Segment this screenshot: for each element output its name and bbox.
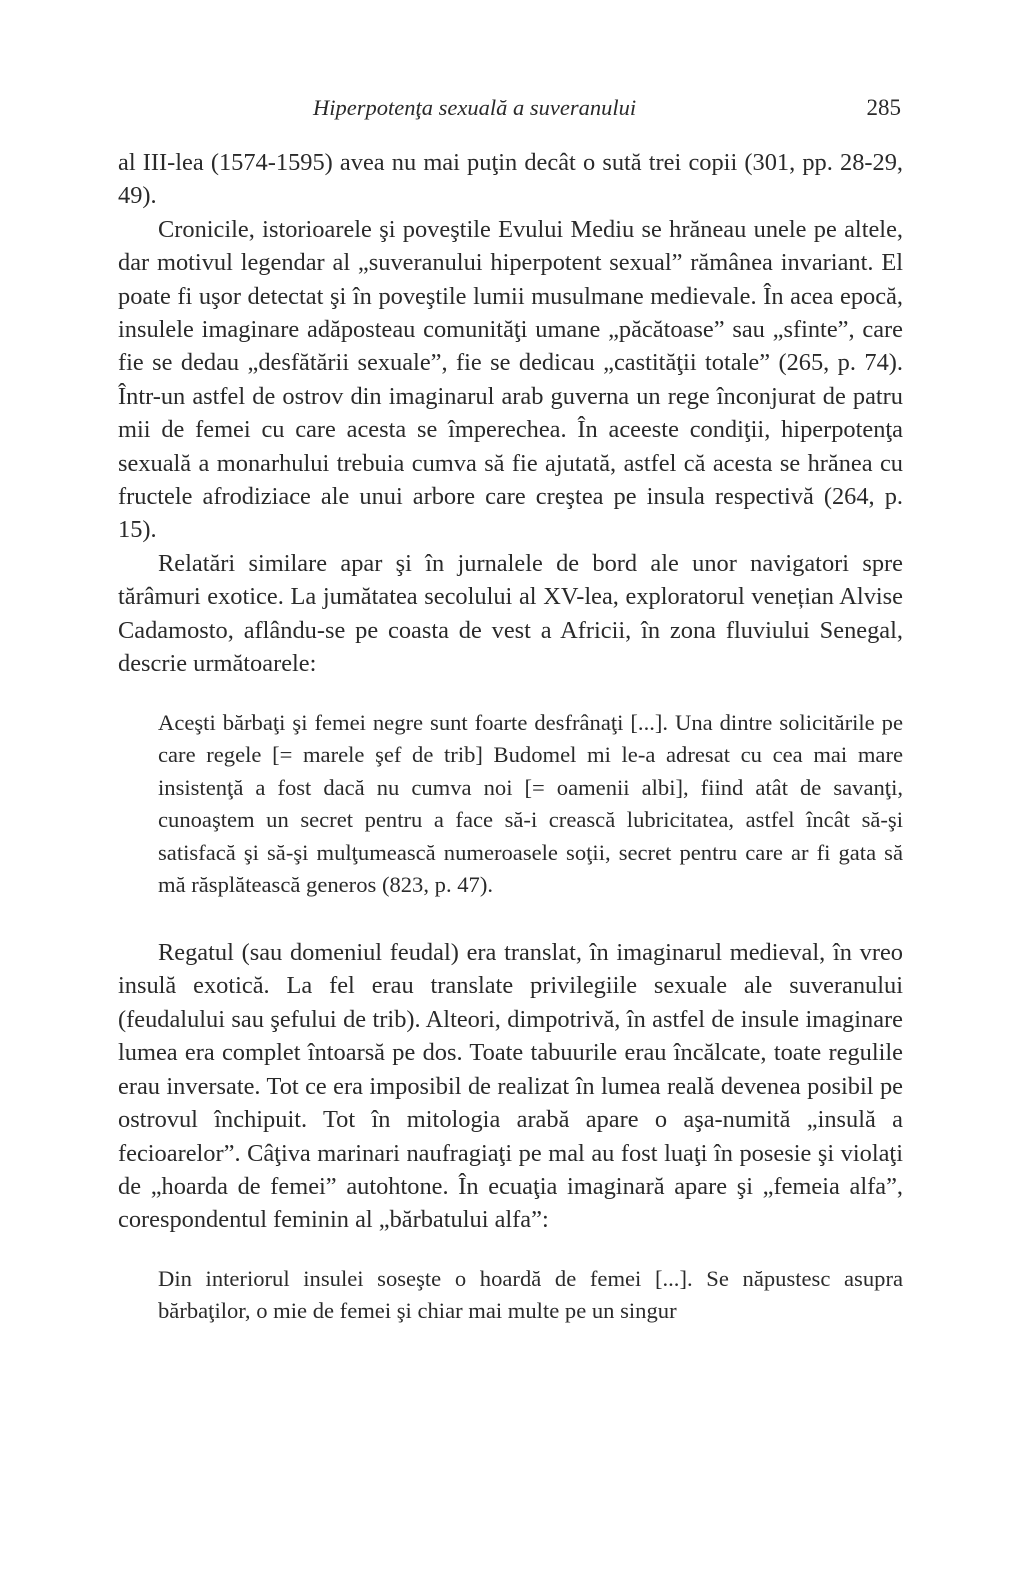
paragraph-navigators: Relatări similare apar şi în jurnalele de bord ale unor navigatori spre tărâmuri exotice. La jumătatea secolului al XV-lea, exploratorul venețian Alvise Cadamosto, aflându-se pe coasta de vest a Africii, în zona fluviului Senegal, descrie următoarele: xyxy=(118,549,903,678)
book-page xyxy=(118,88,903,1328)
quote-text: Aceşti bărbaţi şi femei negre sunt foarte desfrânaţi [...]. Una dintre solicitările pe care regele [= marele şef de trib] Budomel mi le-a adresat cu cea mai mare insistenţă a fost dacă nu cumva noi [= oamenii albi], fiind atât de savanţi, cunoaştem un secret pentru a face să-i crească lubricitatea, astfel încât să-şi satisfacă şi să-şi mulţumească numeroasele soţii, secret pentru care ar fi gata să mă răsplătească generos (823, p. 47). xyxy=(158,709,903,898)
paragraph-kingdom: Regatul (sau domeniul feudal) era translat, în imaginarul medieval, în vreo insulă exotică. La fel erau translate privilegiile sexuale ale suveranului (feudalului sau şefului de trib). Alteori, dimpotrivă, în astfel de insule imaginare lumea era complet întoarsă pe dos. Toate tabuurile erau încălcate, toate regulile erau inversate. Tot ce era imposibil de realizat în lumea reală devenea posibil pe ostrovul închipuit. Tot în mitologia arabă apare o aşa-numită „insulă a fecioarelor”. Câţiva marinari naufragiaţi pe mal au fost luaţi în posesie şi violaţi de „hoarda de femei” autohtone. În ecuaţia imaginară apare şi „femeia alfa”, corespondentul feminin al „bărbatului alfa”: xyxy=(118,939,903,1234)
running-title: Hiperpotenţa sexuală a suveranului xyxy=(313,95,637,120)
paragraph-chronicles: Cronicile, istorioarele şi poveştile Evului Mediu se hrăneau unele pe altele, dar motivul legendar al „suveranului hiperpotent sexual” rămânea invariant. El poate fi uşor detectat şi în poveştile lumii musulmane medievale. În acea epocă, insulele imaginare adăposteau comunităţi umane „păcătoase” sau „sfinte”, care fie se dedau „desfătării sexuale”, fie se dedicau „castităţii totale” (265, p. 74). Într-un astfel de ostrov din imaginarul arab guverna un rege înconjurat de patru mii de femei cu care acesta se împerechea. În aceeste condiţii, hiperpotenţa sexuală a monarhului trebuia cumva să fie ajutată, astfel că acesta se hrănea cu fructele afrodiziace ale unui arbore care creştea pe insula respectivă (264, p. 15). xyxy=(118,215,903,544)
page-number: 285 xyxy=(866,95,901,120)
block-quote-island xyxy=(158,1263,903,1328)
quote-text: Din interiorul insulei soseşte o hoardă de femei [...]. Se năpustesc asupra bărbaţilor, o mie de femei şi chiar mai multe pe un singur xyxy=(158,1265,903,1324)
body-text xyxy=(118,146,903,1328)
paragraph-continued: al III-lea (1574-1595) avea nu mai puţin decât o sută trei copii (301, pp. 28-29, 49). xyxy=(118,149,903,210)
block-quote-cadamosto xyxy=(158,707,903,903)
running-header xyxy=(118,88,903,128)
